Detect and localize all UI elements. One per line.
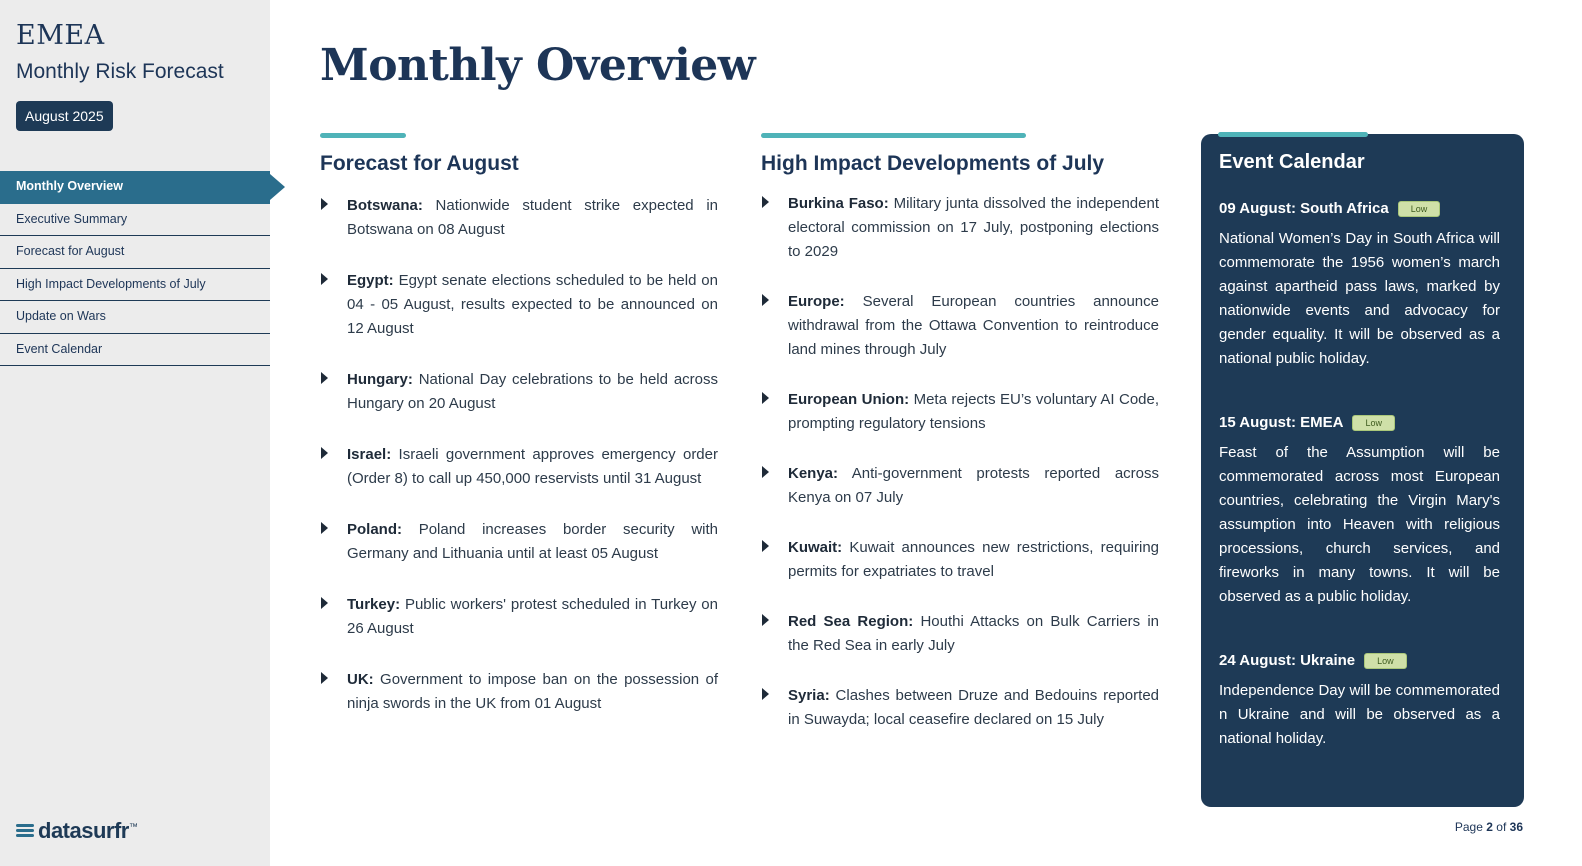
page-number: Page 2 of 36 (1454, 820, 1523, 834)
item-text: Kuwait announces new restrictions, requiring permits for expatriates to travel (788, 539, 1159, 580)
item-label: UK: (347, 671, 374, 688)
section-accent-bar (320, 133, 406, 138)
logo-text: datasurfr (38, 818, 129, 843)
developments-title: High Impact Developments of July (761, 152, 1105, 175)
developments-list (761, 192, 1159, 732)
event-calendar-card (1201, 134, 1524, 807)
forecast-item (320, 194, 718, 242)
event-heading: 24 August: Ukraine (1219, 652, 1356, 669)
event-heading: 15 August: EMEA (1219, 414, 1344, 431)
caret-right-icon (761, 687, 769, 699)
caret-right-icon (320, 272, 328, 284)
caret-right-icon (320, 197, 328, 209)
caret-right-icon (761, 195, 769, 207)
development-item (761, 462, 1159, 510)
development-item (761, 684, 1159, 732)
item-label: Egypt: (347, 272, 394, 289)
development-item (761, 192, 1159, 264)
forecast-section (320, 133, 718, 743)
section-accent-bar (1218, 132, 1368, 137)
forecast-item (320, 269, 718, 341)
section-accent-bar (761, 133, 1026, 138)
risk-badge: Low (1352, 415, 1395, 431)
event-heading: 09 August: South Africa (1219, 200, 1389, 217)
caret-right-icon (320, 596, 328, 608)
calendar-event (1219, 414, 1500, 609)
developments-section (761, 133, 1159, 758)
caret-right-icon (320, 371, 328, 383)
item-text: Clashes between Druze and Bedouins reported in Suwayda; local ceasefire declared on 15 July (788, 687, 1159, 728)
forecast-title: Forecast for August (320, 152, 519, 175)
report-region: EMEA (16, 20, 105, 51)
caret-right-icon (761, 391, 769, 403)
item-text: Several European countries announce withdrawal from the Ottawa Convention to reintroduce land mines through July (788, 293, 1159, 358)
development-item (761, 610, 1159, 658)
event-description: Independence Day will be commemorated n Ukraine and will be observed as a national holiday. (1219, 682, 1500, 747)
item-text: Government to impose ban on the possession of ninja swords in the UK from 01 August (347, 671, 718, 712)
caret-right-icon (320, 521, 328, 533)
page-title: Monthly Overview (320, 40, 756, 91)
nav-item-executive-summary[interactable]: Executive Summary (0, 204, 270, 237)
item-text: Public workers' protest scheduled in Turkey on 26 August (347, 596, 718, 637)
nav-item-monthly-overview[interactable]: Monthly Overview (0, 171, 270, 204)
item-label: Red Sea Region: (788, 613, 914, 630)
item-label: Poland: (347, 521, 402, 538)
forecast-item (320, 518, 718, 566)
item-text: National Day celebrations to be held across Hungary on 20 August (347, 371, 718, 412)
report-date-badge: August 2025 (16, 101, 113, 131)
nav-item-event-calendar[interactable]: Event Calendar (0, 334, 270, 367)
risk-badge: Low (1364, 653, 1407, 669)
item-label: Europe: (788, 293, 845, 310)
nav-item-forecast-for-august[interactable]: Forecast for August (0, 236, 270, 269)
item-text: Egypt senate elections scheduled to be held on 04 - 05 August, results expected to be announced on 12 August (347, 272, 718, 337)
risk-badge: Low (1398, 201, 1441, 217)
caret-right-icon (320, 446, 328, 458)
item-text: Anti-government protests reported across Kenya on 07 July (788, 465, 1160, 506)
item-text: Houthi Attacks on Bulk Carriers in the Red Sea in early July (788, 613, 1160, 654)
item-label: Turkey: (347, 596, 401, 613)
item-label: European Union: (788, 391, 910, 408)
nav-item-update-on-wars[interactable]: Update on Wars (0, 301, 270, 334)
development-item (761, 290, 1159, 362)
forecast-item (320, 368, 718, 416)
forecast-item (320, 593, 718, 641)
calendar-event (1219, 652, 1500, 751)
item-label: Syria: (788, 687, 830, 704)
item-label: Kuwait: (788, 539, 843, 556)
development-item (761, 388, 1159, 436)
forecast-item (320, 443, 718, 491)
item-label: Kenya: (788, 465, 839, 482)
item-text: Meta rejects EU’s voluntary AI Code, prompting regulatory tensions (788, 391, 1160, 432)
report-subtitle: Monthly Risk Forecast (16, 60, 224, 83)
datasurfr-logo (16, 818, 137, 844)
caret-right-icon (761, 613, 769, 625)
item-label: Hungary: (347, 371, 413, 388)
calendar-event (1219, 200, 1500, 371)
item-label: Burkina Faso: (788, 195, 889, 212)
caret-right-icon (761, 293, 769, 305)
datasurfr-logo-icon (16, 822, 34, 840)
item-label: Israel: (347, 446, 392, 463)
caret-right-icon (761, 465, 769, 477)
development-item (761, 536, 1159, 584)
item-text: Military junta dissolved the independent electoral commission on 17 July, postponing elections to 2029 (788, 195, 1159, 260)
event-calendar-title: Event Calendar (1219, 151, 1365, 173)
item-text: Nationwide student strike expected in Botswana on 08 August (347, 197, 718, 238)
caret-right-icon (761, 539, 769, 551)
item-text: Israeli government approves emergency order (Order 8) to call up 450,000 reservists until 31 August (347, 446, 718, 487)
event-description: National Women’s Day in South Africa will commemorate the 1956 women’s march against apartheid pass laws, marked by nationwide events and advocacy for gender equality. It will be observed as a national public holiday. (1219, 230, 1500, 367)
sidebar-nav (0, 171, 270, 366)
forecast-list (320, 194, 718, 716)
item-label: Botswana: (347, 197, 423, 214)
forecast-item (320, 668, 718, 716)
nav-item-high-impact-developments[interactable]: High Impact Developments of July (0, 269, 270, 302)
sidebar (0, 0, 270, 866)
event-description: Feast of the Assumption will be commemorated across most European countries, celebrating the Virgin Mary's assumption into Heaven with religious processions, church services, and fireworks in many towns. It will be observed as a public holiday. (1219, 444, 1500, 605)
logo-trademark: ™ (128, 821, 138, 832)
caret-right-icon (320, 671, 328, 683)
item-text: Poland increases border security with Germany and Lithuania until at least 05 August (347, 521, 718, 562)
